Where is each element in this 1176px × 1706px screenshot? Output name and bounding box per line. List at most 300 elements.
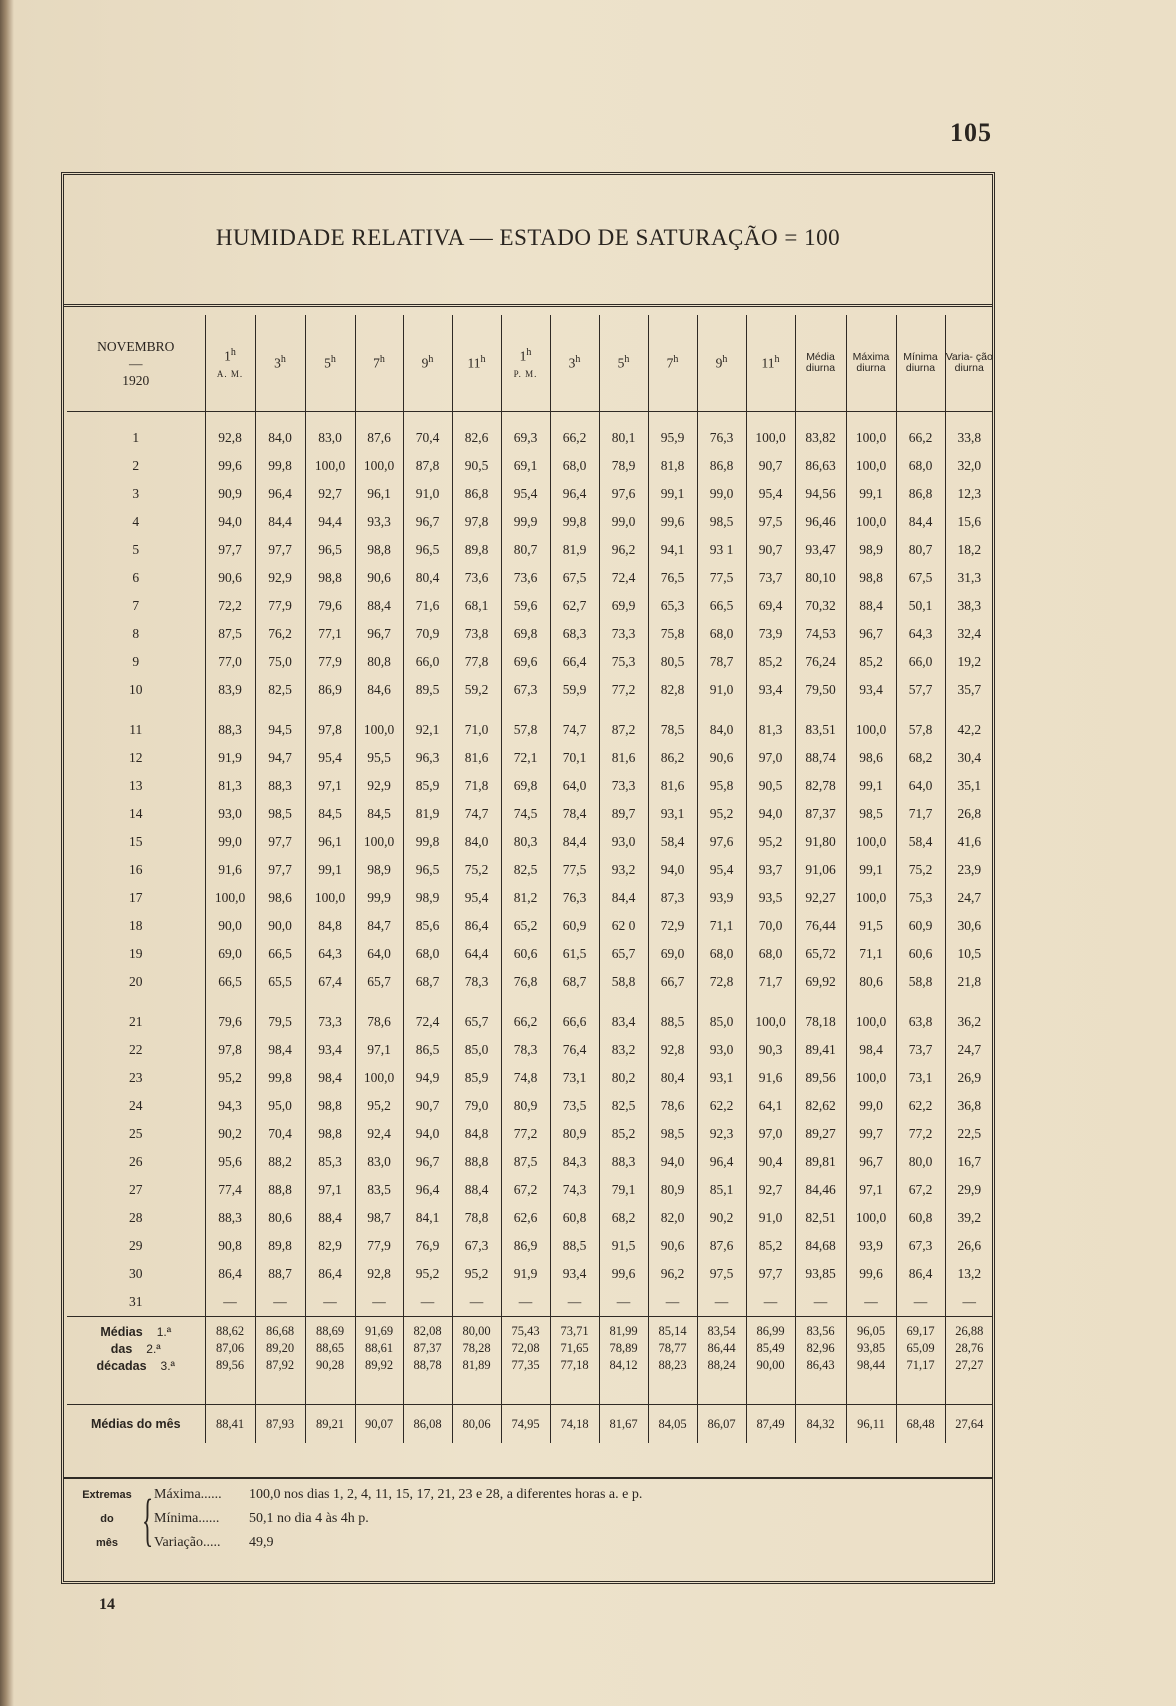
humidity-value: 74,5 [501, 800, 550, 828]
humidity-value: 93,2 [599, 856, 648, 884]
month-mean-value: 89,21 [305, 1405, 355, 1444]
hour-number: 5 [617, 355, 625, 371]
humidity-value: 88,4 [355, 592, 403, 620]
humidity-value: 62,6 [501, 1204, 550, 1232]
humidity-value: 77,5 [550, 856, 599, 884]
humidity-value: 90,9 [205, 480, 255, 508]
humidity-value: 75,8 [648, 620, 697, 648]
humidity-value: 80,6 [846, 968, 896, 996]
month-mean-value: 74,95 [501, 1405, 550, 1444]
humidity-value: 100,0 [846, 508, 896, 536]
spacer-cell [305, 704, 355, 716]
humidity-value: 42,2 [945, 716, 993, 744]
humidity-value: 99,6 [205, 452, 255, 480]
humidity-value: 76,24 [795, 648, 846, 676]
month-mean-label: Médias do mês [67, 1405, 205, 1444]
hour-header [255, 315, 305, 412]
humidity-value: 86,5 [403, 1036, 452, 1064]
extreme-var-value: 49,9 [249, 1535, 274, 1550]
decade-mean-value: 85,49 [746, 1340, 795, 1357]
day-number: 18 [129, 918, 143, 933]
humidity-value: 75,2 [452, 856, 501, 884]
spacer-cell [501, 996, 550, 1008]
humidity-value: — [501, 1288, 550, 1317]
humidity-value: 65,72 [795, 940, 846, 968]
day-number: 14 [129, 806, 143, 821]
humidity-value: 76,8 [501, 968, 550, 996]
humidity-value: 98,9 [403, 884, 452, 912]
decade-mean-value: 65,09 [896, 1340, 945, 1357]
humidity-value: 95,2 [746, 828, 795, 856]
humidity-value: 98,5 [648, 1120, 697, 1148]
decade-label-cell [67, 1317, 205, 1341]
humidity-value: 90,2 [205, 1120, 255, 1148]
decade-row [67, 1357, 993, 1374]
humidity-value: 83,4 [599, 1008, 648, 1036]
humidity-value: 79,0 [452, 1092, 501, 1120]
humidity-value: 67,3 [896, 1232, 945, 1260]
humidity-value: 93,4 [746, 676, 795, 704]
spacer-cell [648, 1374, 697, 1405]
humidity-value: 76,3 [697, 424, 746, 452]
month-dash: — [129, 355, 143, 371]
day-number: 21 [129, 1014, 143, 1029]
humidity-value: 80,1 [599, 424, 648, 452]
humidity-value: 99,6 [599, 1260, 648, 1288]
decade-mean-value: 98,44 [846, 1357, 896, 1374]
decade-mean-value: 86,68 [255, 1317, 305, 1341]
humidity-value: 83,2 [599, 1036, 648, 1064]
humidity-value: 66,2 [501, 1008, 550, 1036]
humidity-value: 84,6 [355, 676, 403, 704]
day-row [67, 968, 993, 996]
humidity-value: 95,4 [452, 884, 501, 912]
humidity-value: 95,2 [205, 1064, 255, 1092]
spacer-cell [795, 996, 846, 1008]
humidity-value: 92,9 [355, 772, 403, 800]
humidity-value: 24,7 [945, 1036, 993, 1064]
humidity-value: 98,8 [305, 1092, 355, 1120]
humidity-value: 73,6 [452, 564, 501, 592]
humidity-value: 89,81 [795, 1148, 846, 1176]
spacer-cell [452, 704, 501, 716]
title-box [64, 175, 992, 307]
humidity-value: 99,8 [255, 452, 305, 480]
humidity-value: 89,41 [795, 1036, 846, 1064]
humidity-value: 76,5 [648, 564, 697, 592]
humidity-value: 68,0 [550, 452, 599, 480]
humidity-value: 94,0 [648, 856, 697, 884]
humidity-value: 78,6 [648, 1092, 697, 1120]
day-number: 3 [132, 486, 140, 501]
spacer-cell [746, 1374, 795, 1405]
humidity-value: 57,8 [501, 716, 550, 744]
humidity-value: 85,1 [697, 1176, 746, 1204]
decade-mean-value: 93,85 [846, 1340, 896, 1357]
humidity-value: 96,7 [403, 508, 452, 536]
humidity-value: 97,7 [205, 536, 255, 564]
day-row [67, 744, 993, 772]
spacer-cell [67, 1374, 205, 1405]
humidity-value: 92,9 [255, 564, 305, 592]
humidity-value: 66,5 [697, 592, 746, 620]
spacer-cell [205, 1374, 255, 1405]
brace-glyph: { [142, 1487, 154, 1552]
spacer-cell [205, 412, 255, 425]
humidity-value: 88,74 [795, 744, 846, 772]
humidity-value: 100,0 [846, 452, 896, 480]
humidity-value: 91,06 [795, 856, 846, 884]
humidity-value: 93,9 [846, 1232, 896, 1260]
spacer-cell [896, 1374, 945, 1405]
humidity-value: 94,0 [205, 508, 255, 536]
humidity-value: 100,0 [846, 828, 896, 856]
decade-label-cell [67, 1357, 205, 1374]
humidity-value: 93,47 [795, 536, 846, 564]
humidity-value: — [945, 1288, 993, 1317]
humidity-value: 94,0 [648, 1148, 697, 1176]
humidity-value: 82,5 [501, 856, 550, 884]
humidity-value: 69,4 [746, 592, 795, 620]
spacer-cell [697, 704, 746, 716]
hour-header [746, 315, 795, 412]
humidity-value: 50,1 [896, 592, 945, 620]
minima-header: Mínima diurna [896, 315, 945, 412]
spacer-row [67, 1374, 993, 1405]
humidity-value: 88,2 [255, 1148, 305, 1176]
spacer-cell [746, 704, 795, 716]
hour-suffix: h [379, 354, 385, 366]
humidity-value: 95,2 [403, 1260, 452, 1288]
extremes-label-1: Extremas [82, 1489, 132, 1501]
humidity-value: 95,5 [355, 744, 403, 772]
day-number: 2 [132, 458, 140, 473]
humidity-value: 98,6 [846, 744, 896, 772]
humidity-value: 99,0 [846, 1092, 896, 1120]
day-row [67, 940, 993, 968]
humidity-value: 94,0 [403, 1120, 452, 1148]
humidity-value: 74,53 [795, 620, 846, 648]
spacer-cell [697, 412, 746, 425]
humidity-value: 93,4 [305, 1036, 355, 1064]
humidity-value: 85,2 [746, 1232, 795, 1260]
humidity-value: 84,4 [599, 884, 648, 912]
humidity-value: 71,6 [403, 592, 452, 620]
humidity-value: 81,9 [403, 800, 452, 828]
humidity-value: 84,8 [452, 1120, 501, 1148]
day-number: 15 [129, 834, 143, 849]
humidity-value: 86,8 [452, 480, 501, 508]
humidity-value: 95,4 [746, 480, 795, 508]
humidity-value: 74,3 [550, 1176, 599, 1204]
hour-header [550, 315, 599, 412]
humidity-value: 91,0 [697, 676, 746, 704]
humidity-value: — [452, 1288, 501, 1317]
spacer-cell [501, 1374, 550, 1405]
humidity-value: 68,7 [550, 968, 599, 996]
humidity-value: 97,8 [305, 716, 355, 744]
spacer-cell [945, 996, 993, 1008]
humidity-value: 100,0 [846, 716, 896, 744]
humidity-value: — [795, 1288, 846, 1317]
humidity-value: 35,7 [945, 676, 993, 704]
humidity-value: 92,8 [648, 1036, 697, 1064]
day-number: 5 [132, 542, 140, 557]
humidity-value: 75,3 [599, 648, 648, 676]
table-frame [61, 172, 995, 1584]
spacer-cell [255, 996, 305, 1008]
humidity-value: 99,1 [648, 480, 697, 508]
hour-suffix: h [280, 354, 286, 366]
humidity-value: 96,4 [403, 1176, 452, 1204]
spacer-cell [896, 704, 945, 716]
humidity-value: 94,4 [305, 508, 355, 536]
spacer-cell [255, 704, 305, 716]
humidity-value: 76,9 [403, 1232, 452, 1260]
spacer-cell [403, 412, 452, 425]
humidity-value: 90,5 [746, 772, 795, 800]
humidity-value: 70,1 [550, 744, 599, 772]
humidity-value: 88,4 [305, 1204, 355, 1232]
spacer-cell [403, 996, 452, 1008]
month-mean-value: 74,18 [550, 1405, 599, 1444]
hour-number: 1 [519, 348, 527, 364]
humidity-value: 100,0 [355, 452, 403, 480]
humidity-value: 83,0 [305, 424, 355, 452]
spacer-cell [305, 412, 355, 425]
humidity-value: 89,27 [795, 1120, 846, 1148]
humidity-value: 73,3 [599, 620, 648, 648]
spacer-cell [846, 704, 896, 716]
humidity-value: 68,3 [550, 620, 599, 648]
humidity-value: 30,6 [945, 912, 993, 940]
humidity-value: 66,0 [896, 648, 945, 676]
humidity-value: 90,6 [697, 744, 746, 772]
humidity-value: — [648, 1288, 697, 1317]
humidity-value: 69,3 [501, 424, 550, 452]
humidity-value: 99,1 [846, 480, 896, 508]
day-row [67, 508, 993, 536]
humidity-value: 80,7 [501, 536, 550, 564]
humidity-value: 85,2 [599, 1120, 648, 1148]
humidity-value: 91,9 [205, 744, 255, 772]
humidity-value: 91,6 [746, 1064, 795, 1092]
decade-mean-value: 77,18 [550, 1357, 599, 1374]
day-row [67, 1008, 993, 1036]
humidity-value: 65,7 [355, 968, 403, 996]
month-mean-value: 96,11 [846, 1405, 896, 1444]
media-header: Média diurna [795, 315, 846, 412]
humidity-value: 68,0 [896, 452, 945, 480]
humidity-value: — [846, 1288, 896, 1317]
humidity-value: 79,5 [255, 1008, 305, 1036]
day-row [67, 452, 993, 480]
spacer-cell [403, 704, 452, 716]
humidity-value: 66,2 [550, 424, 599, 452]
humidity-value: 73,5 [550, 1092, 599, 1120]
decade-mean-value: 91,69 [355, 1317, 403, 1341]
humidity-value: 57,8 [896, 716, 945, 744]
day-row [67, 1120, 993, 1148]
humidity-value: 77,4 [205, 1176, 255, 1204]
humidity-value: 80,3 [501, 828, 550, 856]
humidity-value: 57,7 [896, 676, 945, 704]
humidity-value: 90,2 [697, 1204, 746, 1232]
humidity-value: 68,0 [403, 940, 452, 968]
humidity-value: 80,0 [896, 1148, 945, 1176]
humidity-value: 90,6 [648, 1232, 697, 1260]
humidity-value: 90,6 [205, 564, 255, 592]
humidity-value: 16,7 [945, 1148, 993, 1176]
day-row [67, 1204, 993, 1232]
humidity-value: 98,6 [255, 884, 305, 912]
humidity-value: 85,2 [846, 648, 896, 676]
humidity-value: 72,8 [697, 968, 746, 996]
humidity-value: 94,7 [255, 744, 305, 772]
humidity-value: 97,1 [305, 772, 355, 800]
day-number: 20 [129, 974, 143, 989]
humidity-value: 76,2 [255, 620, 305, 648]
humidity-value: 60,8 [550, 1204, 599, 1232]
humidity-value: 93,1 [648, 800, 697, 828]
humidity-value: 64,0 [550, 772, 599, 800]
humidity-value: 99,6 [846, 1260, 896, 1288]
humidity-value: 68,7 [403, 968, 452, 996]
humidity-value: 78,9 [599, 452, 648, 480]
day-number: 1 [132, 430, 140, 445]
humidity-value: — [403, 1288, 452, 1317]
decade-mean-value: 81,89 [452, 1357, 501, 1374]
month-year-header [67, 315, 205, 412]
humidity-value: 79,6 [305, 592, 355, 620]
day-row [67, 716, 993, 744]
hour-number: 9 [421, 355, 429, 371]
humidity-value: 83,0 [355, 1148, 403, 1176]
humidity-value: 97,8 [205, 1036, 255, 1064]
day-row [67, 424, 993, 452]
humidity-value: 90,7 [746, 536, 795, 564]
humidity-value: 97,6 [599, 480, 648, 508]
humidity-value: 75,0 [255, 648, 305, 676]
humidity-value: 75,3 [896, 884, 945, 912]
decade-mean-value: 88,69 [305, 1317, 355, 1341]
day-row [67, 480, 993, 508]
humidity-value: 96,7 [846, 620, 896, 648]
humidity-value: 21,8 [945, 968, 993, 996]
humidity-value: 41,6 [945, 828, 993, 856]
humidity-value: 96,4 [550, 480, 599, 508]
day-row [67, 1176, 993, 1204]
humidity-value: 100,0 [746, 1008, 795, 1036]
humidity-value: 98,5 [846, 800, 896, 828]
spacer-cell [599, 412, 648, 425]
decade-mean-value: 88,61 [355, 1340, 403, 1357]
month-mean-value: 68,48 [896, 1405, 945, 1444]
humidity-value: 90,4 [746, 1148, 795, 1176]
humidity-value: 100,0 [305, 884, 355, 912]
humidity-value: 98,8 [305, 564, 355, 592]
decade-mean-value: 88,62 [205, 1317, 255, 1341]
humidity-value: — [550, 1288, 599, 1317]
humidity-value: 83,9 [205, 676, 255, 704]
humidity-value: 85,0 [697, 1008, 746, 1036]
humidity-value: 78,7 [697, 648, 746, 676]
humidity-value: 66,0 [403, 648, 452, 676]
decade-mean-value: 88,78 [403, 1357, 452, 1374]
hour-number: 1 [224, 348, 231, 364]
spacer-cell [846, 996, 896, 1008]
spacer-cell [501, 412, 550, 425]
humidity-value: 87,3 [648, 884, 697, 912]
humidity-value: 64,0 [355, 940, 403, 968]
humidity-value: 99,0 [697, 480, 746, 508]
humidity-value: 97,0 [746, 744, 795, 772]
humidity-value: 88,4 [452, 1176, 501, 1204]
day-row [67, 620, 993, 648]
spacer-cell [648, 996, 697, 1008]
humidity-value: 58,8 [896, 968, 945, 996]
spacer-cell [795, 412, 846, 425]
spacer-cell [945, 1374, 993, 1405]
month-mean-value: 88,41 [205, 1405, 255, 1444]
humidity-value: 60,9 [550, 912, 599, 940]
humidity-value: 87,8 [403, 452, 452, 480]
humidity-value: 84,5 [305, 800, 355, 828]
humidity-value: 69,6 [501, 648, 550, 676]
spacer-cell [355, 1374, 403, 1405]
humidity-value: 90,6 [355, 564, 403, 592]
decade-mean-value: 72,08 [501, 1340, 550, 1357]
humidity-value: 79,6 [205, 1008, 255, 1036]
day-number: 4 [132, 514, 140, 529]
humidity-value: 69,8 [501, 620, 550, 648]
hour-header [355, 315, 403, 412]
hour-suffix: h [624, 354, 630, 366]
humidity-value: 90,0 [255, 912, 305, 940]
day-row [67, 884, 993, 912]
humidity-value: 59,2 [452, 676, 501, 704]
day-number: 8 [132, 626, 140, 641]
decade-mean-value: 90,00 [746, 1357, 795, 1374]
spacer-cell [648, 412, 697, 425]
hour-header [599, 315, 648, 412]
humidity-value: — [746, 1288, 795, 1317]
decade-mean-value: 77,35 [501, 1357, 550, 1374]
humidity-value: 93 1 [697, 536, 746, 564]
decade-caption: décadas [96, 1358, 147, 1373]
humidity-value: 91,0 [746, 1204, 795, 1232]
humidity-value: 99,9 [501, 508, 550, 536]
humidity-value: 84,68 [795, 1232, 846, 1260]
humidity-value: 86,8 [896, 480, 945, 508]
humidity-value: 93,4 [846, 676, 896, 704]
spacer-cell [648, 704, 697, 716]
hour-number: 5 [324, 355, 331, 371]
humidity-value: 85,9 [403, 772, 452, 800]
humidity-value: 77,5 [697, 564, 746, 592]
humidity-value: 86,4 [205, 1260, 255, 1288]
humidity-value: 98,4 [255, 1036, 305, 1064]
hour-suffix: h [428, 354, 434, 366]
humidity-value: 29,9 [945, 1176, 993, 1204]
decade-mean-value: 26,88 [945, 1317, 993, 1341]
day-number: 7 [132, 598, 140, 613]
humidity-value: 99,9 [355, 884, 403, 912]
spacer-cell [305, 1374, 355, 1405]
month-mean-value: 86,08 [403, 1405, 452, 1444]
humidity-value: 39,2 [945, 1204, 993, 1232]
humidity-value: 88,5 [648, 1008, 697, 1036]
